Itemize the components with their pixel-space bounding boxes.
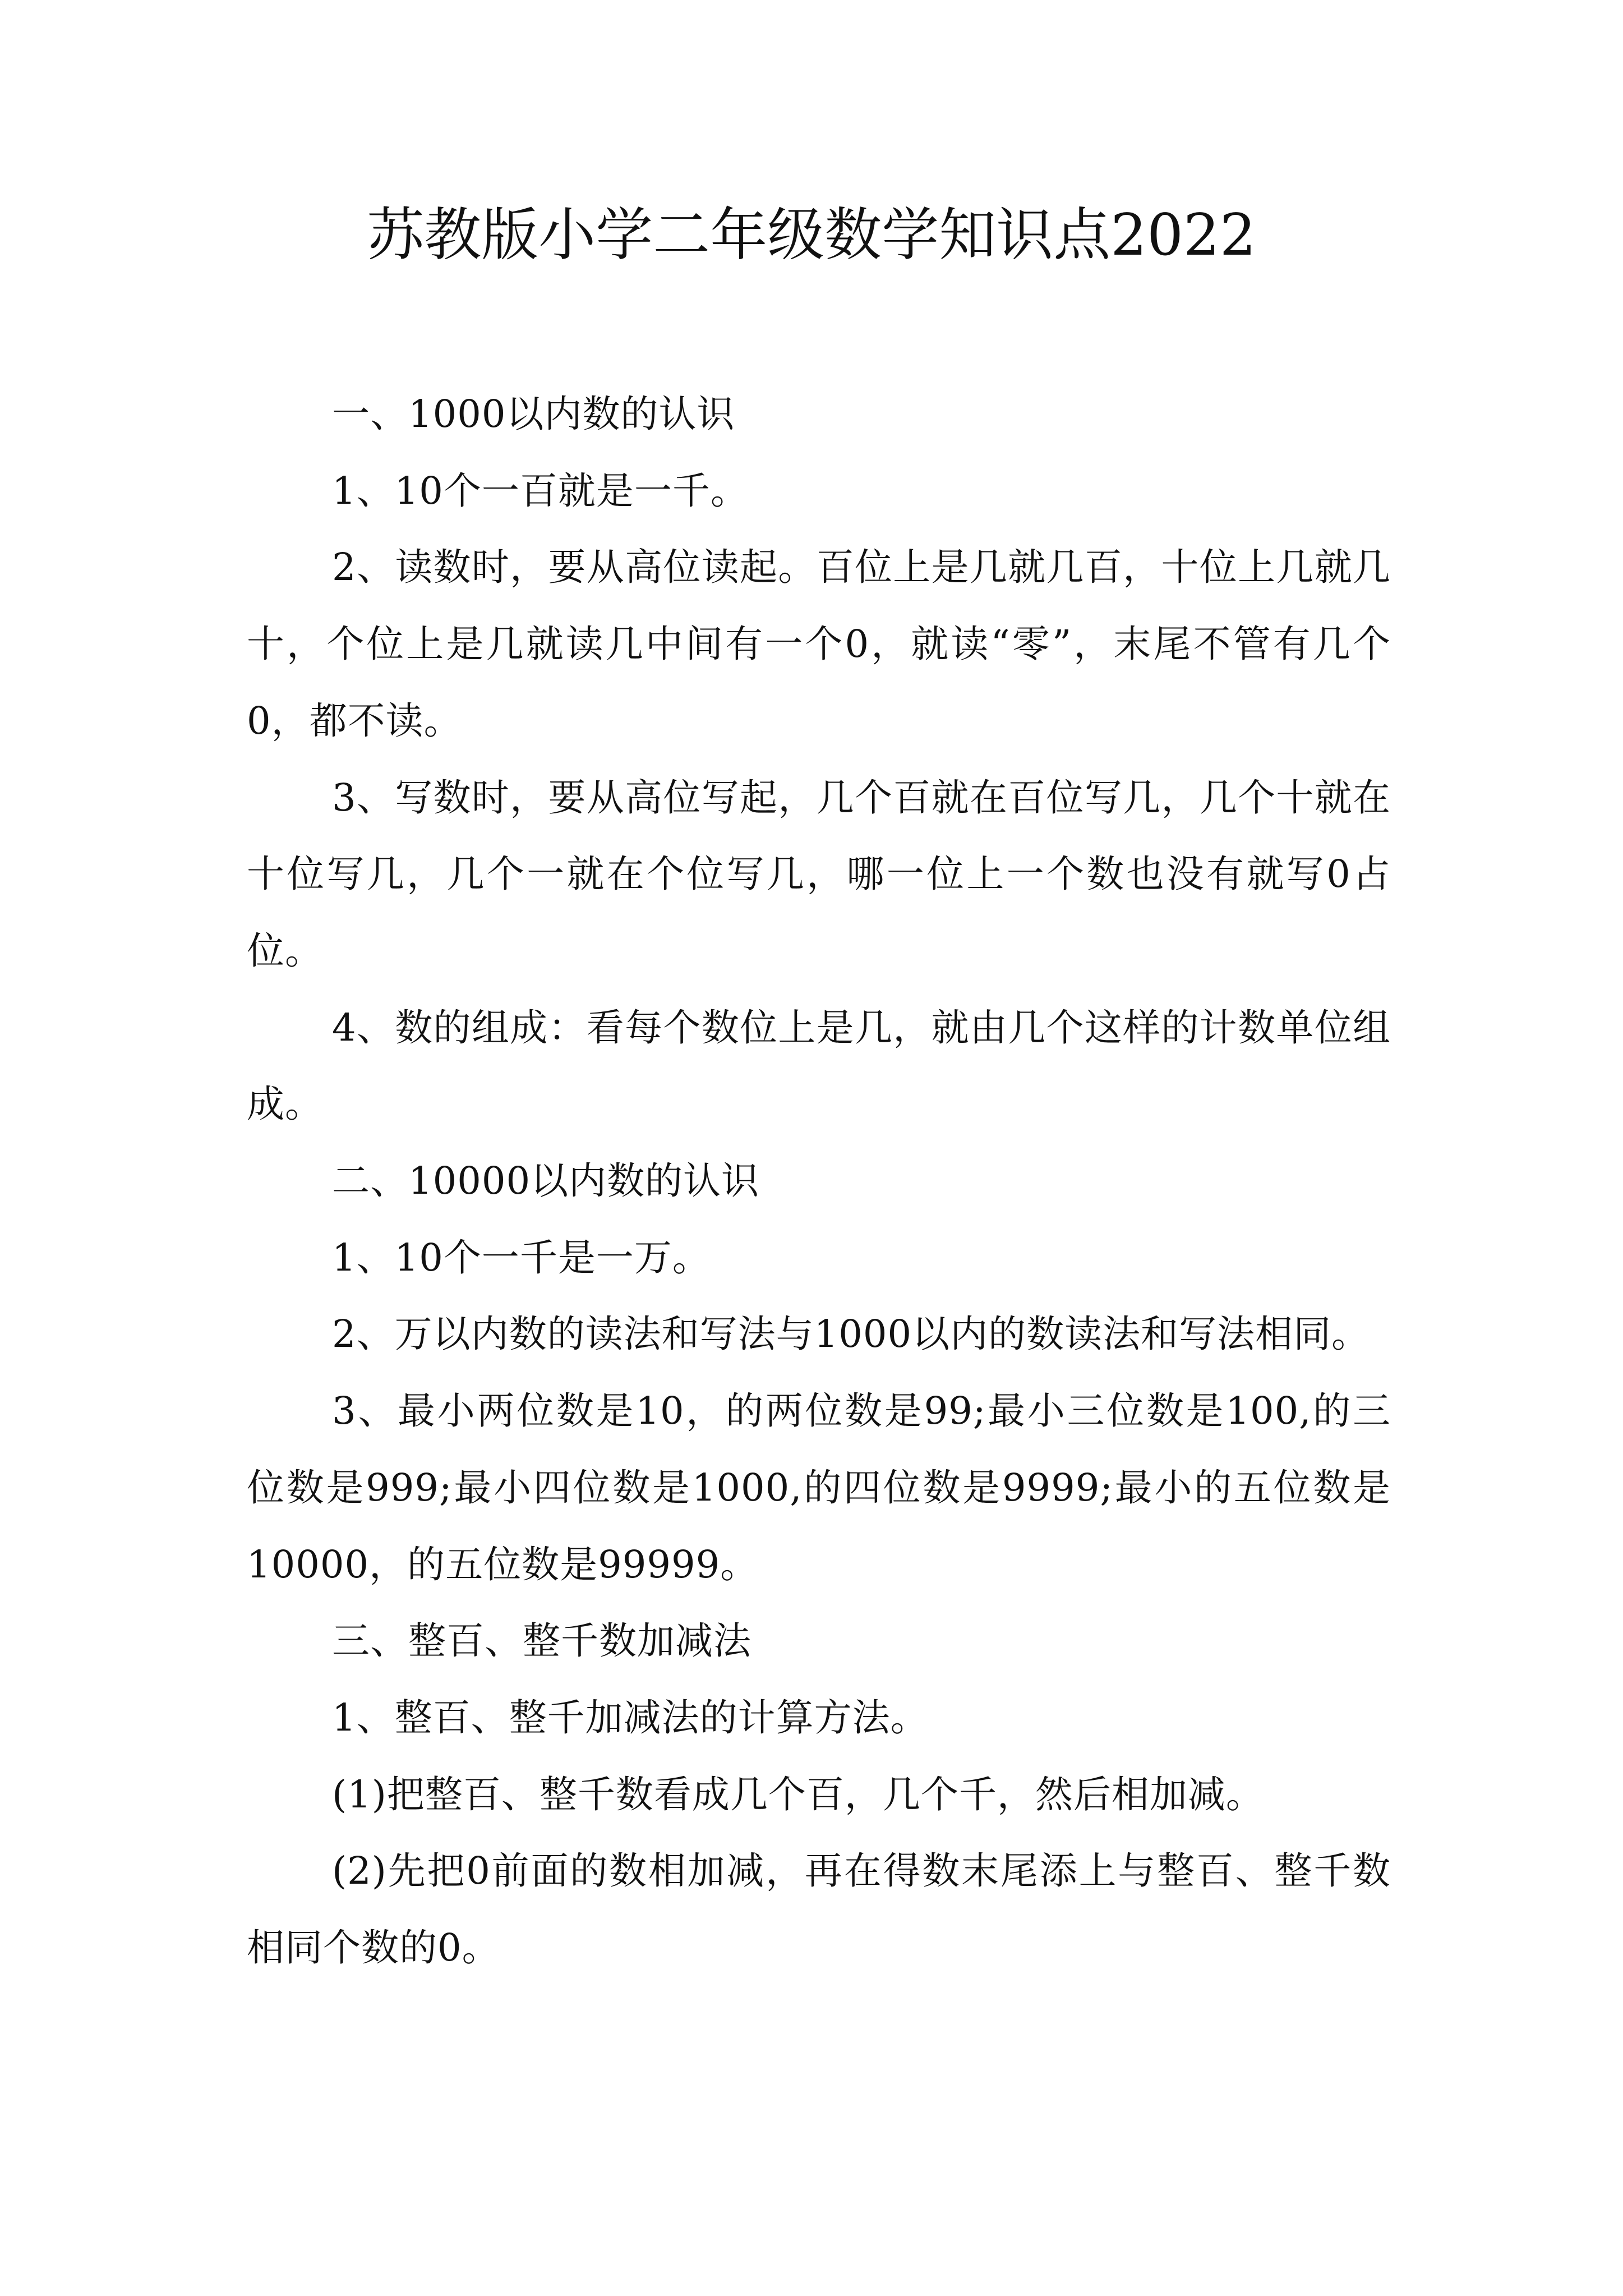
paragraph: 3、写数时，要从高位写起，几个百就在百位写几，几个十就在十位写几，几个一就在个位写几，哪一位上一个数也没有就写0占位。 bbox=[247, 775, 1391, 973]
section-heading-add-subtract: 三、整百、整千数加减法 bbox=[332, 1619, 751, 1663]
paragraph: (2)先把0前面的数相加减，再在得数末尾添上与整百、整千数相同个数的0。 bbox=[247, 1849, 1391, 1970]
document-title: 苏教版小学二年级数学知识点2022 bbox=[367, 202, 1256, 269]
paragraph: 4、数的组成：看每个数位上是几，就由几个这样的计数单位组成。 bbox=[247, 1005, 1391, 1126]
paragraph: 1、10个一千是一万。 bbox=[332, 1235, 711, 1280]
section-heading-1000: 一、1000以内数的认识 bbox=[332, 392, 735, 436]
paragraph: 3、最小两位数是10，的两位数是99;最小三位数是100,的三位数是999;最小四位数是1000,的四位数是9999;最小的五位数是10000，的五位数是99999。 bbox=[247, 1389, 1391, 1586]
paragraph: 2、读数时，要从高位读起。百位上是几就几百，十位上几就几十，个位上是几就读几中间有一个0，就读“零”，末尾不管有几个0，都不读。 bbox=[247, 545, 1391, 743]
document-body bbox=[247, 376, 1391, 1986]
section-heading-10000: 二、10000以内数的认识 bbox=[332, 1159, 760, 1203]
paragraph: 1、整百、整千加减法的计算方法。 bbox=[332, 1695, 929, 1740]
paragraph: 2、万以内数的读法和写法与1000以内的数读法和写法相同。 bbox=[332, 1312, 1370, 1356]
paragraph: (1)把整百、整千数看成几个百，几个千，然后相加减。 bbox=[332, 1772, 1264, 1816]
paragraph: 1、10个一百就是一千。 bbox=[332, 468, 749, 513]
